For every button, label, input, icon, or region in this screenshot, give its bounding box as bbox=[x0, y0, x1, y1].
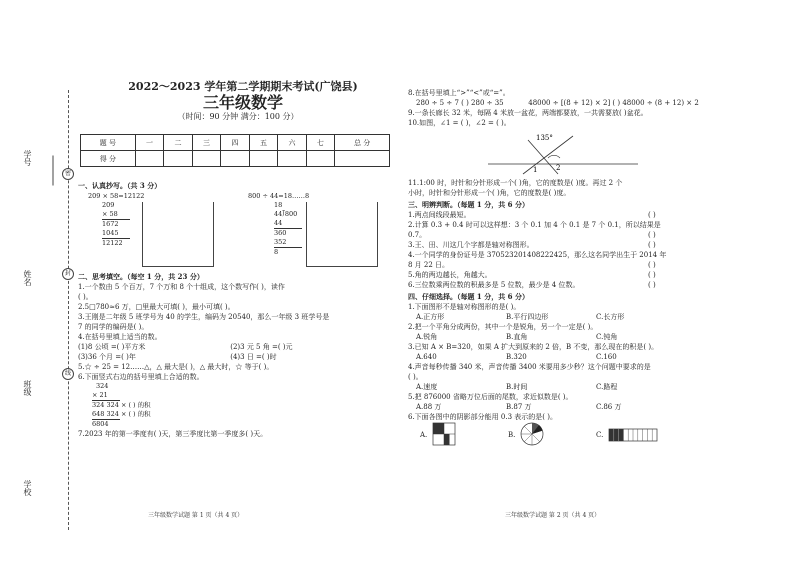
option[interactable]: C.长方形 bbox=[596, 313, 625, 321]
choice-2: 2.把一个平角分成两份，其中一个是锐角，另一个一定是( )。 bbox=[408, 323, 598, 331]
copy-box[interactable] bbox=[142, 202, 214, 267]
right-column bbox=[408, 88, 708, 448]
left-column bbox=[78, 82, 398, 439]
section-3-title: 三、明辨判断。（每题 1 分，共 6 分） bbox=[408, 200, 529, 209]
section-2-title: 二、思考填空。（每空 1 分，共 23 分） bbox=[78, 272, 204, 281]
question-11: 11.1:00 时，时针和分针形成一个( )角，它的度数是( )度。再过 2 个 bbox=[408, 179, 623, 187]
option[interactable]: C.160 bbox=[596, 353, 617, 361]
score-header: 三 bbox=[192, 135, 220, 151]
question-1-cont: ( )。 bbox=[78, 293, 93, 301]
score-header: 七 bbox=[306, 135, 334, 151]
option[interactable]: A.锐角 bbox=[416, 333, 438, 341]
judge-answer-paren[interactable]: ( ) bbox=[648, 241, 656, 249]
choice-6: 6.下面各图中的阴影部分能用 0.3 表示的是( )。 bbox=[408, 413, 557, 421]
binding-label-class: 班级 bbox=[23, 380, 32, 396]
score-cell[interactable] bbox=[278, 151, 306, 167]
question-7: 7.2023 年的第一季度有( )天，第三季度比第一季度多( )天。 bbox=[78, 430, 268, 438]
grid-figure-a bbox=[432, 422, 456, 446]
calc-line: 44⟌800 bbox=[274, 210, 298, 218]
judge-answer-paren[interactable]: ( ) bbox=[648, 231, 656, 239]
option[interactable]: A.正方形 bbox=[416, 313, 445, 321]
seal-mark: 封 bbox=[62, 268, 74, 280]
seal-dashed-line bbox=[68, 90, 69, 530]
option[interactable]: A.速度 bbox=[416, 383, 438, 391]
question-1: 1.一个数由 5 个百万，7 个万和 8 个十组成，这个数写作( )，读作 bbox=[78, 283, 285, 291]
score-header: 六 bbox=[278, 135, 306, 151]
calc-line: 324 324 × ( ) 的积 bbox=[92, 401, 151, 409]
question-8-row bbox=[408, 98, 708, 108]
footer-page-1: 三年级数学试题 第 1 页（共 4 页） bbox=[148, 512, 244, 519]
calc-line: × 21 bbox=[92, 391, 120, 401]
score-header: 总 分 bbox=[335, 135, 390, 151]
question-9: 9.一条长廊长 32 米，每隔 4 米放一盆花，两端都要放，一共需要放( )盆花。 bbox=[408, 109, 648, 117]
judge-answer-paren[interactable]: ( ) bbox=[648, 261, 656, 269]
judge-4: 4.一个同学的身份证号是 370523201408222425，那么这名同学出生于 2014 年 bbox=[408, 251, 667, 259]
score-cell[interactable] bbox=[221, 151, 249, 167]
option[interactable]: C.钝角 bbox=[596, 333, 618, 341]
score-cell[interactable] bbox=[192, 151, 220, 167]
calc-line: 324 bbox=[96, 382, 109, 390]
section-1-title: 一、认真抄写。（共 3 分） bbox=[78, 181, 162, 190]
question-8: 8.在括号里填上“>”“<”或“=”。 bbox=[408, 89, 510, 97]
calc-line: 18 bbox=[274, 201, 283, 209]
score-table bbox=[80, 134, 390, 167]
question-8b: 48000 ÷ [(8 + 12) × 2] ( ) 48000 ÷ (8 + 12) × 2 bbox=[528, 99, 699, 107]
question-10: 10.如图，∠1 = ( )，∠2 = ( )。 bbox=[408, 119, 511, 127]
question-4d: (4)3 日 =( )时 bbox=[230, 353, 277, 361]
calc-line: 1045 bbox=[102, 229, 130, 239]
seal-mark: 线 bbox=[62, 368, 74, 380]
score-cell[interactable] bbox=[335, 151, 390, 167]
binding-label-id: 学号 bbox=[23, 150, 32, 166]
choice-4-options bbox=[408, 382, 708, 392]
option[interactable]: A.640 bbox=[416, 353, 437, 361]
score-cell[interactable] bbox=[306, 151, 334, 167]
choice-6-figures bbox=[408, 422, 708, 448]
judge-answer-paren[interactable]: ( ) bbox=[648, 211, 656, 219]
binding-label-name: 姓名 bbox=[23, 270, 32, 286]
calc-line: 352 bbox=[274, 238, 302, 248]
question-3: 3.王刚是二年级 5 班学号为 40 的学生，编码为 20540，那么一年级 3 班学号是 bbox=[78, 313, 330, 321]
calc-line: 6804 bbox=[92, 419, 120, 429]
exam-title: 2022～2023 学年第二学期期末考试(广饶县) bbox=[128, 80, 358, 93]
option[interactable]: B.320 bbox=[506, 353, 527, 361]
question-8a: 280 ÷ 5 ÷ 7 ( ) 280 ÷ 35 bbox=[416, 99, 504, 107]
score-header: 题 号 bbox=[81, 135, 136, 151]
angle-label: 135° bbox=[536, 134, 553, 142]
score-row-label: 得 分 bbox=[81, 151, 136, 167]
judge-2: 2.计算 0.3 + 0.4 时可以这样想：3 个 0.1 加 4 个 0.1 是 7 个 0.1，所以结果是 bbox=[408, 221, 661, 229]
option[interactable]: B.87 万 bbox=[506, 403, 532, 411]
question-4-row bbox=[78, 352, 398, 362]
choice-5: 5.把 876000 省略万位后面的尾数，求近似数是( )。 bbox=[408, 393, 573, 401]
judge-1: 1.两点间线段最短。 ( ) bbox=[408, 211, 656, 219]
choice-3: 3.已知 A × B=320，如果 A 扩大到原来的 2 倍，B 不变，那么现在的积是( )。 bbox=[408, 343, 659, 351]
calc-line: 209 bbox=[102, 201, 115, 209]
calc-line: 360 bbox=[274, 229, 287, 237]
judge-2-cont: 0.7。 ( ) bbox=[408, 231, 656, 239]
question-4c: (3)36 个月 =( )年 bbox=[78, 353, 136, 361]
judge-3: 3.王、田、川这几个字都是轴对称图形。 ( ) bbox=[408, 241, 656, 249]
score-cell[interactable] bbox=[135, 151, 163, 167]
angle-2-label: 2 bbox=[556, 164, 561, 172]
option[interactable]: B.时间 bbox=[506, 383, 528, 391]
judge-answer-paren[interactable]: ( ) bbox=[648, 271, 656, 279]
right-problem: 800 ÷ 44=18……8 bbox=[248, 192, 310, 200]
calc-line: 8 bbox=[274, 248, 279, 256]
option[interactable]: C.86 万 bbox=[596, 403, 622, 411]
calc-line: 44 bbox=[274, 219, 302, 229]
option[interactable]: B.直角 bbox=[506, 333, 528, 341]
bar-figure-c bbox=[608, 428, 658, 442]
judge-answer-paren[interactable]: ( ) bbox=[648, 281, 656, 289]
question-4: 4.在括号里填上适当的数。 bbox=[78, 333, 162, 341]
copy-box[interactable] bbox=[306, 202, 378, 267]
score-header: 二 bbox=[164, 135, 192, 151]
option[interactable]: B.平行四边形 bbox=[506, 313, 549, 321]
binding-line bbox=[53, 156, 54, 186]
calc-line: × 58 bbox=[102, 210, 130, 220]
question-11-cont: 小时，时针和分针形成一个( )角，它的度数是( )度。 bbox=[408, 189, 571, 197]
circle-figure-b bbox=[520, 422, 544, 446]
option[interactable]: C.路程 bbox=[596, 383, 618, 391]
copy-area bbox=[78, 192, 398, 268]
question-4a: (1)8 公顷 =( )平方米 bbox=[78, 343, 146, 351]
question-6: 6.下面竖式右边的括号里填上合适的数。 bbox=[78, 373, 204, 381]
question-4-row bbox=[78, 342, 398, 352]
question-6-calc bbox=[78, 382, 398, 429]
choice-5-options bbox=[408, 402, 708, 412]
exam-subtitle: 三年级数学 bbox=[202, 93, 283, 112]
angle-diagram bbox=[408, 130, 708, 176]
question-2: 2.5□780≈6 万，□里最大可填( )，最小可填( )。 bbox=[78, 303, 235, 311]
angle-figure bbox=[408, 130, 708, 176]
score-cell[interactable] bbox=[164, 151, 192, 167]
choice-4: 4.声音每秒传播 340 米，声音传播 3400 米要用多少秒？这个问题中要求的是 bbox=[408, 363, 651, 371]
question-4b: (2)3 元 5 角 =( )元 bbox=[230, 343, 293, 351]
choice-3-options bbox=[408, 352, 708, 362]
exam-time: （时间：90 分钟 满分：100 分） bbox=[177, 112, 299, 121]
calc-line: 648 324 × ( ) 的积 bbox=[92, 410, 151, 418]
calc-line: 12122 bbox=[102, 239, 123, 247]
score-cell[interactable] bbox=[249, 151, 277, 167]
judge-4-cont: 8 月 22 日。 ( ) bbox=[408, 261, 656, 269]
footer-page-2: 三年级数学试题 第 2 页（共 4 页） bbox=[505, 512, 601, 519]
score-header: 四 bbox=[221, 135, 249, 151]
question-5: 5.☆ ÷ 25 = 12……△，△ 最大是( )，△ 最大时，☆ 等于( )。 bbox=[78, 363, 274, 371]
judge-6: 6.三位数乘两位数的积最多是 5 位数，最少是 4 位数。 ( ) bbox=[408, 281, 656, 289]
left-problem: 209 × 58=12122 bbox=[88, 192, 145, 200]
choice-2-options bbox=[408, 332, 708, 342]
choice-1-options bbox=[408, 312, 708, 322]
seal-mark: 密 bbox=[62, 168, 74, 180]
choice-1: 1.下面图形不是轴对称图形的是( )。 bbox=[408, 303, 521, 311]
option[interactable]: A.88 万 bbox=[416, 403, 442, 411]
score-header: 五 bbox=[249, 135, 277, 151]
choice-4-cont: ( )。 bbox=[408, 373, 423, 381]
option[interactable]: A. bbox=[420, 431, 428, 439]
section-4-title: 四、仔细选择。（每题 1 分，共 6 分） bbox=[408, 292, 529, 301]
option[interactable]: C. bbox=[596, 431, 604, 439]
score-header: 一 bbox=[135, 135, 163, 151]
judge-5: 5.角的两边越长，角越大。 ( ) bbox=[408, 271, 656, 279]
angle-1-label: 1 bbox=[533, 166, 538, 174]
option[interactable]: B. bbox=[508, 431, 516, 439]
binding-label-school: 学校 bbox=[23, 480, 32, 496]
binding-area bbox=[8, 80, 66, 540]
question-3-cont: 7 的同学的编码是( )。 bbox=[78, 323, 149, 331]
calc-line: 1672 bbox=[102, 220, 119, 228]
